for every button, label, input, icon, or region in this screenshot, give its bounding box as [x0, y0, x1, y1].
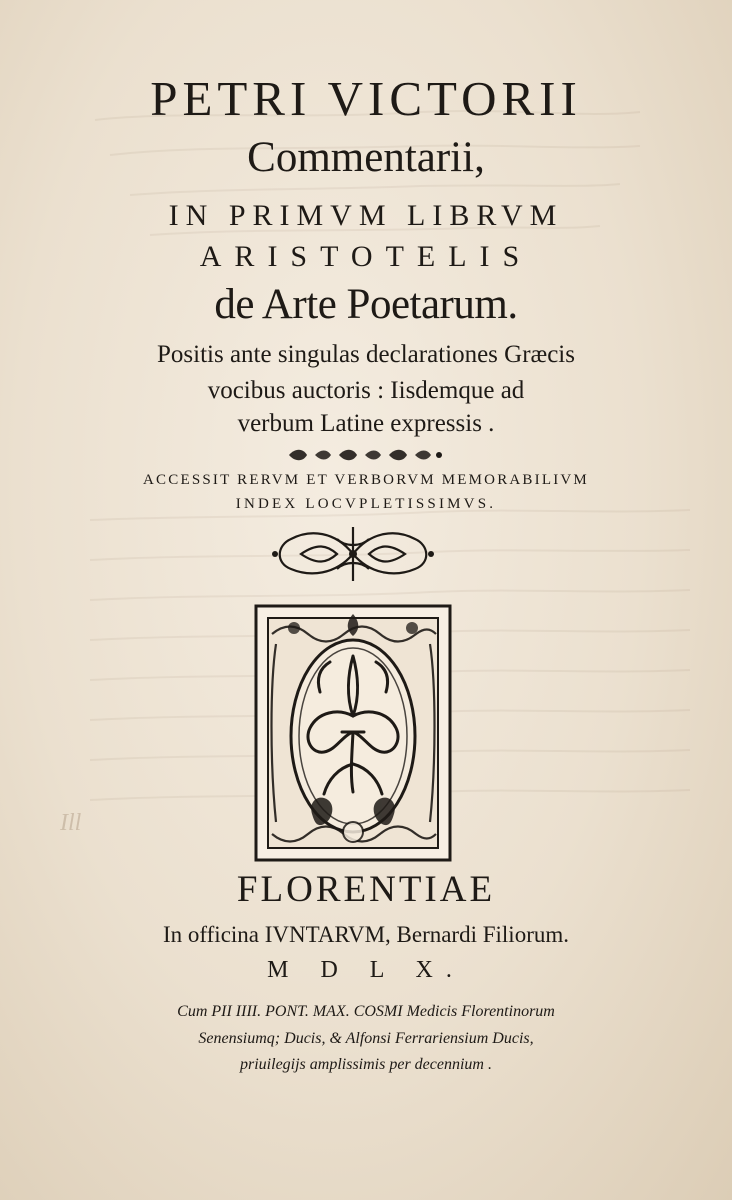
imprint-year: M D L X. [267, 957, 465, 983]
privilege-line-3: priuilegijs amplissimis per decennium . [240, 1056, 492, 1073]
description-line-2: vocibus auctoris : Iisdemque ad [207, 377, 525, 404]
handwritten-stain: Ill [60, 810, 82, 836]
work-title: Commentarii, [247, 134, 485, 181]
subtitle-aristotelis: ARISTOTELIS [199, 240, 533, 273]
author-name: PETRI VICTORII [150, 71, 582, 126]
subtitle-in-primum: IN PRIMVM LIBRVM [168, 199, 564, 232]
privilege-line-2: Senensiumq; Ducis, & Alfonsi Ferrariensium Ducis, [198, 1030, 534, 1047]
subtitle-subject: de Arte Poetarum. [214, 281, 518, 328]
index-line-1: ACCESSIT RERVM ET VERBORVM MEMORABILIVM [143, 472, 589, 488]
description-line-1: Positis ante singulas declarationes Græcis [157, 341, 575, 368]
florentine-lily-emblem-icon [254, 604, 452, 862]
imprint-city: FLORENTIAE [236, 869, 496, 910]
privilege-line-1: Cum PII IIII. PONT. MAX. COSMI Medicis Florentinorum [177, 1003, 555, 1020]
description-line-3: verbum Latine expressis . [237, 410, 495, 437]
ornament-band-icon [285, 446, 445, 464]
index-line-2: INDEX LOCVPLETISSIMVS. [235, 496, 497, 512]
imprint-printer: In officina IVNTARVM, Bernardi Filiorum. [163, 922, 569, 947]
fleuron-icon [265, 521, 441, 587]
